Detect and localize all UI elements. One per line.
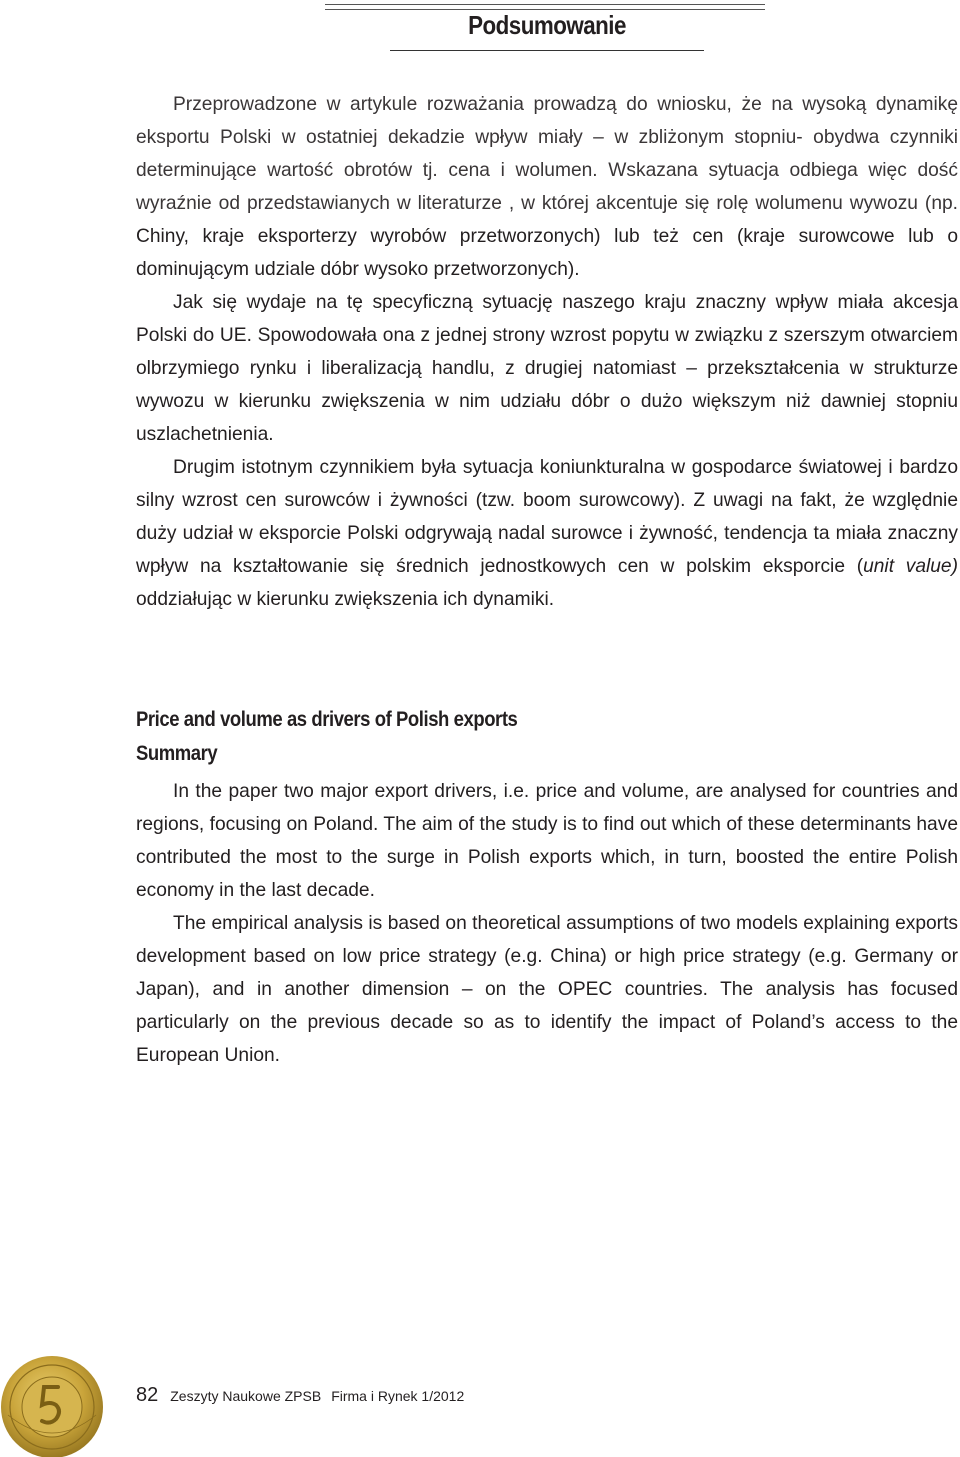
polish-paragraph-1-part-b: Chiny, kraje eksporterzy wyrobów przetworzonych) lub też cen (kraje surowcowe lub o dominującym udziale dóbr wysoko przetworzonych). — [136, 226, 958, 280]
english-paragraph-2: The empirical analysis is based on theoretical assumptions of two models explaining exports development based on low price strategy (e.g. China) or high price strategy (e.g. Germany or Japan), and in another dimension – on the OPEC countries. The analysis has focused particularly on the previous decade so as to identify the impact of Poland’s access to the European Union. — [136, 913, 958, 1066]
school-seal-icon — [0, 1355, 104, 1457]
polish-paragraph-3-part-b: oddziałując w kierunku zwiększenia ich dynamiki. — [136, 589, 555, 610]
section-heading: Podsumowanie — [468, 10, 626, 40]
journal-issue: Firma i Rynek 1/2012 — [331, 1388, 465, 1404]
page-footer — [136, 1384, 464, 1407]
unit-value-term: unit value) — [863, 556, 958, 577]
polish-summary — [136, 88, 958, 616]
summary-label: Summary — [136, 741, 218, 765]
journal-name: Zeszyty Naukowe ZPSB — [170, 1388, 322, 1404]
polish-paragraph-1 — [136, 88, 958, 286]
english-summary — [136, 775, 958, 1072]
polish-paragraph-3 — [136, 451, 958, 616]
polish-paragraph-2: Jak się wydaje na tę specyficzną sytuację naszego kraju znaczny wpływ miała akcesja Polski do UE. Spowodowała ona z jednej strony wzrost popytu w związku z szerszym otwarciem olbrzymiego rynku i liberalizacją handlu, z drugiej natomiast – przekształcenia w strukturze wywozu w kierunku zwiększenia w nim udziału dóbr o dużo większym niż dawniej stopniu uszlachetnienia. — [136, 292, 958, 445]
english-paragraph-1: In the paper two major export drivers, i.e. price and volume, are analysed for countries and regions, focusing on Poland. The aim of the study is to find out which of these determinants have contributed the most to the surge in Polish exports which, in turn, boosted the entire Polish economy in the last decade. — [136, 781, 958, 901]
english-title: Price and volume as drivers of Polish exports — [136, 707, 518, 731]
page-number: 82 — [136, 1384, 159, 1406]
heading-underline — [390, 50, 704, 51]
polish-paragraph-1-part-a: Przeprowadzone w artykule rozważania prowadzą do wniosku, że na wysoką dynamikę eksportu Polski w ostatniej dekadzie wpływ miały – w zbliżonym stopniu- obydwa czynniki determinujące wartość obrotów tj. cena i wolumen. Wskazana sytuacja odbiega więc dość wyraźnie od przedstawianych w literaturze , w której akcentuje się rolę wolumenu wywozu (np. — [136, 94, 958, 214]
polish-paragraph-3-part-a: Drugim istotnym czynnikiem była sytuacja koniunkturalna w gospodarce światowej i bardzo silny wzrost cen surowców i żywności (tzw. boom surowcowy). Z uwagi na fakt, że względnie duży udział w eksporcie Polski odgrywają nadal surowce i żywność, tendencja ta miała znaczny wpływ na kształtowanie się średnich jednostkowych cen w polskim eksporcie ( — [136, 457, 958, 577]
